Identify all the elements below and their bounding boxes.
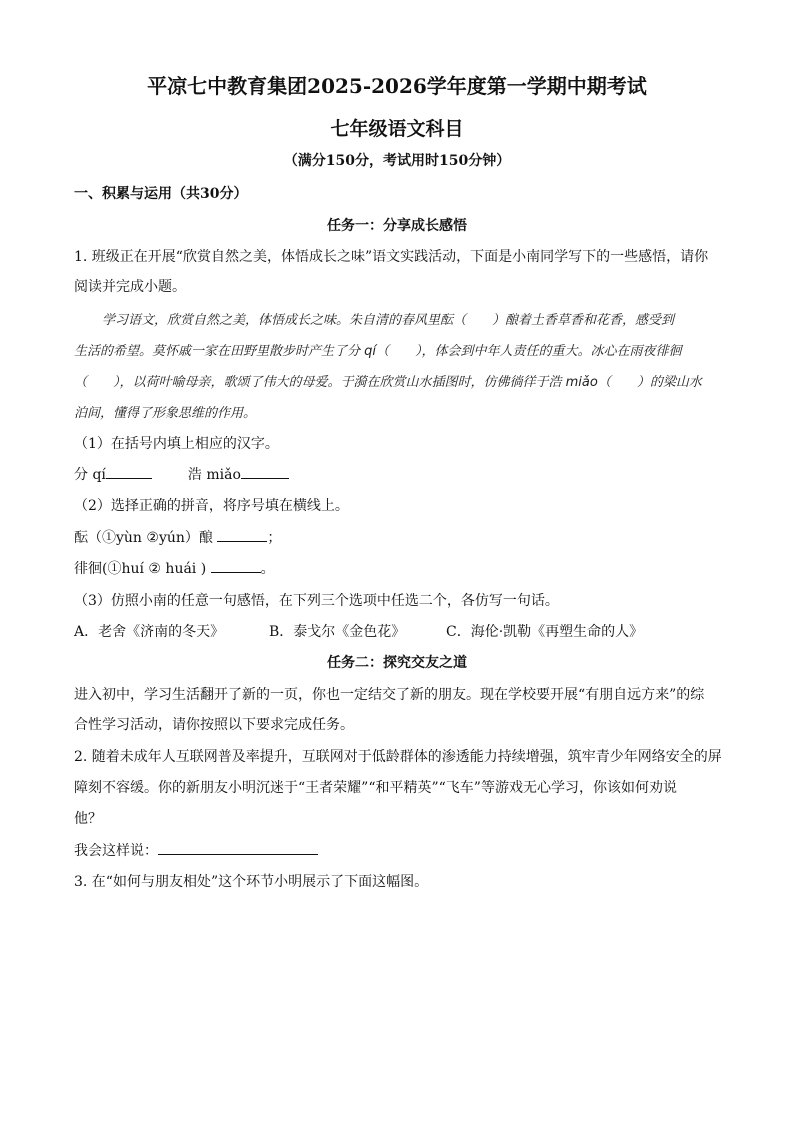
exam-note: （满分150分，考试用时150分钟） <box>283 153 511 169</box>
question-2-line-3: 他？ <box>74 811 102 827</box>
option-c: C．海伦·凯勒《再塑生命的人》 <box>446 624 644 640</box>
option-a: A．老舍《济南的冬天》 <box>74 624 225 640</box>
blank-label-haomiao: 浩 miǎo <box>187 467 241 483</box>
punctuation: ； <box>267 530 282 546</box>
sub-question-2-item-a <box>74 527 281 547</box>
sub-question-2: （2）选择正确的拼音，将序号填在横线上。 <box>74 498 349 514</box>
answer-blank-paihuai[interactable] <box>211 558 261 573</box>
passage-line-3: （ ），以荷叶喻母亲，歌颂了伟大的母爱。于漪在欣赏山水插图时，仿佛徜徉于浩 miǎo（ ）的梁山水 <box>74 375 702 390</box>
option-b: B．泰戈尔《金色花》 <box>269 624 406 640</box>
question-1-text-line-1: 1. 班级正在开展“欣赏自然之美，体悟成长之味”语文实践活动，下面是小南同学写下的一些感悟，请你 <box>74 249 709 265</box>
sub-question-1-blanks <box>74 464 289 484</box>
answer-blank-persuade[interactable] <box>158 840 318 855</box>
blank-label-fenqi: 分 qí <box>74 467 106 483</box>
sub-question-1: （1）在括号内填上相应的汉字。 <box>74 436 279 452</box>
task-1-heading: 任务一：分享成长感悟 <box>327 218 467 234</box>
punctuation: 。 <box>260 561 275 577</box>
section-1-heading: 一、积累与运用（共30分） <box>74 186 248 202</box>
task-2-heading: 任务二：探究交友之道 <box>327 655 467 671</box>
answer-blank-haomiao[interactable] <box>241 464 289 479</box>
pinyin-item-paihuai: 徘徊(①huí ② huái ) <box>74 561 207 577</box>
passage-line-2: 生活的希望。莫怀戚一家在田野里散步时产生了分 qí（ ），体会到中年人责任的重大。冰心在雨夜徘徊 <box>74 344 682 359</box>
exam-subject: 七年级语文科目 <box>330 118 464 140</box>
pinyin-item-yunniang: 酝（①yùn ②yún）酿 <box>74 530 213 546</box>
task-2-intro-line-1: 进入初中，学习生活翻开了新的一页，你也一定结交了新的朋友。现在学校要开展“有朋自远方来”的综 <box>74 687 705 703</box>
answer-blank-fenqi[interactable] <box>106 464 152 479</box>
sub-question-3: （3）仿照小南的任意一句感悟，在下列三个选项中任选二个，各仿写一句话。 <box>74 593 559 609</box>
passage-line-4: 泊间，懂得了形象思维的作用。 <box>74 406 257 421</box>
answer-line <box>74 840 318 860</box>
question-3-text: 3. 在“如何与朋友相处”这个环节小明展示了下面这幅图。 <box>74 874 429 890</box>
question-2-line-2: 障刻不容缓。你的新朋友小明沉迷于“王者荣耀”“和平精英”“飞车”等游戏无心学习，你该如何劝说 <box>74 780 677 796</box>
sub-question-2-item-b <box>74 558 275 578</box>
answer-blank-yunniang[interactable] <box>217 527 267 542</box>
question-1-text-line-2: 阅读并完成小题。 <box>74 279 186 295</box>
exam-title: 平凉七中教育集团2025-2026学年度第一学期中期考试 <box>147 74 647 98</box>
answer-prefix: 我会这样说： <box>74 843 158 859</box>
question-2-line-1: 2. 随着未成年人互联网普及率提升，互联网对于低龄群体的渗透能力持续增强，筑牢青少年网络安全的屏 <box>74 749 722 765</box>
passage-line-1: 学习语文，欣赏自然之美，体悟成长之味。朱自清的春风里酝（ ）酿着土香草香和花香，感受到 <box>102 313 675 328</box>
task-2-intro-line-2: 合性学习活动，请你按照以下要求完成任务。 <box>74 717 354 733</box>
